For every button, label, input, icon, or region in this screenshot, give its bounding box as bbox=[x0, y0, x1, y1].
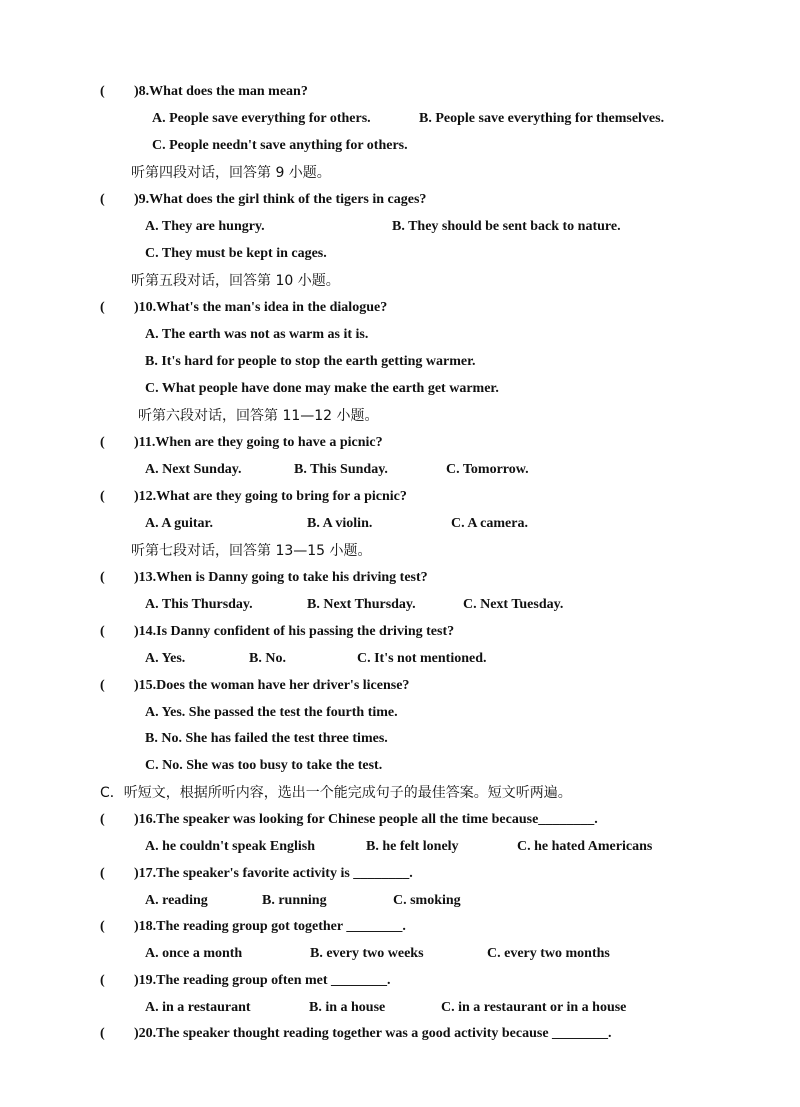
option-a: A. Yes. She passed the test the fourth time. bbox=[145, 705, 398, 720]
section-c-heading: C．听短文，根据所听内容，选出一个能完成句子的最佳答案。短文听两遍。 bbox=[100, 785, 572, 801]
option-b: B. It's hard for people to stop the earth getting warmer. bbox=[145, 354, 476, 369]
option-b: B. every two weeks bbox=[310, 946, 424, 961]
option-c: C. They must be kept in cages. bbox=[145, 246, 327, 261]
option-c: C. every two months bbox=[487, 946, 610, 961]
option-a: A. reading bbox=[145, 893, 208, 908]
option-c: C. Tomorrow. bbox=[446, 462, 529, 477]
question-text: )15.Does the woman have her driver's license? bbox=[134, 678, 410, 693]
option-b: B. in a house bbox=[309, 1000, 386, 1015]
option-b: B. People save everything for themselves. bbox=[419, 111, 665, 126]
option-c: C. Next Tuesday. bbox=[463, 597, 564, 612]
option-c: C. It's not mentioned. bbox=[357, 651, 487, 666]
question-text: )12.What are they going to bring for a picnic? bbox=[134, 489, 407, 504]
option-c: C. No. She was too busy to take the test. bbox=[145, 758, 383, 773]
option-b: B. No. She has failed the test three times. bbox=[145, 731, 388, 746]
option-a: A. he couldn't speak English bbox=[145, 839, 315, 854]
question-text: )11.When are they going to have a picnic? bbox=[134, 435, 383, 450]
section-instruction: 听第四段对话，回答第 9 小题。 bbox=[131, 165, 331, 181]
option-c: C. in a restaurant or in a house bbox=[441, 1000, 627, 1015]
option-a: A. in a restaurant bbox=[145, 1000, 251, 1015]
question-text: )9.What does the girl think of the tigers in cages? bbox=[134, 192, 427, 207]
option-c: C. What people have done may make the earth get warmer. bbox=[145, 381, 499, 396]
answer-blank[interactable]: ( bbox=[100, 1026, 105, 1041]
question-text: )18.The reading group got together ________. bbox=[134, 919, 406, 934]
answer-blank[interactable]: ( bbox=[100, 300, 105, 315]
option-c: C. A camera. bbox=[451, 516, 528, 531]
answer-blank[interactable]: ( bbox=[100, 812, 105, 827]
option-a: A. People save everything for others. bbox=[152, 111, 371, 126]
answer-blank[interactable]: ( bbox=[100, 624, 105, 639]
answer-blank[interactable]: ( bbox=[100, 678, 105, 693]
option-b: B. They should be sent back to nature. bbox=[392, 219, 621, 234]
section-instruction: 听第五段对话，回答第 10 小题。 bbox=[131, 273, 340, 289]
option-c: C. he hated Americans bbox=[517, 839, 653, 854]
question-text: )19.The reading group often met ________. bbox=[134, 973, 391, 988]
option-a: A. This Thursday. bbox=[145, 597, 253, 612]
option-b: B. he felt lonely bbox=[366, 839, 459, 854]
question-text: )13.When is Danny going to take his driving test? bbox=[134, 570, 428, 585]
question-text: )20.The speaker thought reading together was a good activity because ________. bbox=[134, 1026, 612, 1041]
answer-blank[interactable]: ( bbox=[100, 84, 105, 99]
section-instruction: 听第七段对话，回答第 13—15 小题。 bbox=[131, 543, 372, 559]
answer-blank[interactable]: ( bbox=[100, 866, 105, 881]
question-text: )8.What does the man mean? bbox=[134, 84, 308, 99]
question-text: )16.The speaker was looking for Chinese people all the time because________. bbox=[134, 812, 598, 827]
option-a: A. Yes. bbox=[145, 651, 186, 666]
option-b: B. A violin. bbox=[307, 516, 373, 531]
option-b: B. No. bbox=[249, 651, 286, 666]
question-text: )17.The speaker's favorite activity is ________. bbox=[134, 866, 413, 881]
answer-blank[interactable]: ( bbox=[100, 489, 105, 504]
option-a: A. once a month bbox=[145, 946, 243, 961]
answer-blank[interactable]: ( bbox=[100, 919, 105, 934]
option-a: A. The earth was not as warm as it is. bbox=[145, 327, 369, 342]
option-b: B. Next Thursday. bbox=[307, 597, 416, 612]
option-a: A. They are hungry. bbox=[145, 219, 265, 234]
answer-blank[interactable]: ( bbox=[100, 192, 105, 207]
section-instruction: 听第六段对话，回答第 11—12 小题。 bbox=[138, 408, 379, 424]
answer-blank[interactable]: ( bbox=[100, 570, 105, 585]
option-c: C. smoking bbox=[393, 893, 461, 908]
question-text: )14.Is Danny confident of his passing the driving test? bbox=[134, 624, 455, 639]
option-c: C. People needn't save anything for others. bbox=[152, 138, 408, 153]
answer-blank[interactable]: ( bbox=[100, 435, 105, 450]
option-b: B. running bbox=[262, 893, 327, 908]
question-text: )10.What's the man's idea in the dialogue? bbox=[134, 300, 388, 315]
option-a: A. A guitar. bbox=[145, 516, 213, 531]
option-b: B. This Sunday. bbox=[294, 462, 388, 477]
answer-blank[interactable]: ( bbox=[100, 973, 105, 988]
option-a: A. Next Sunday. bbox=[145, 462, 242, 477]
